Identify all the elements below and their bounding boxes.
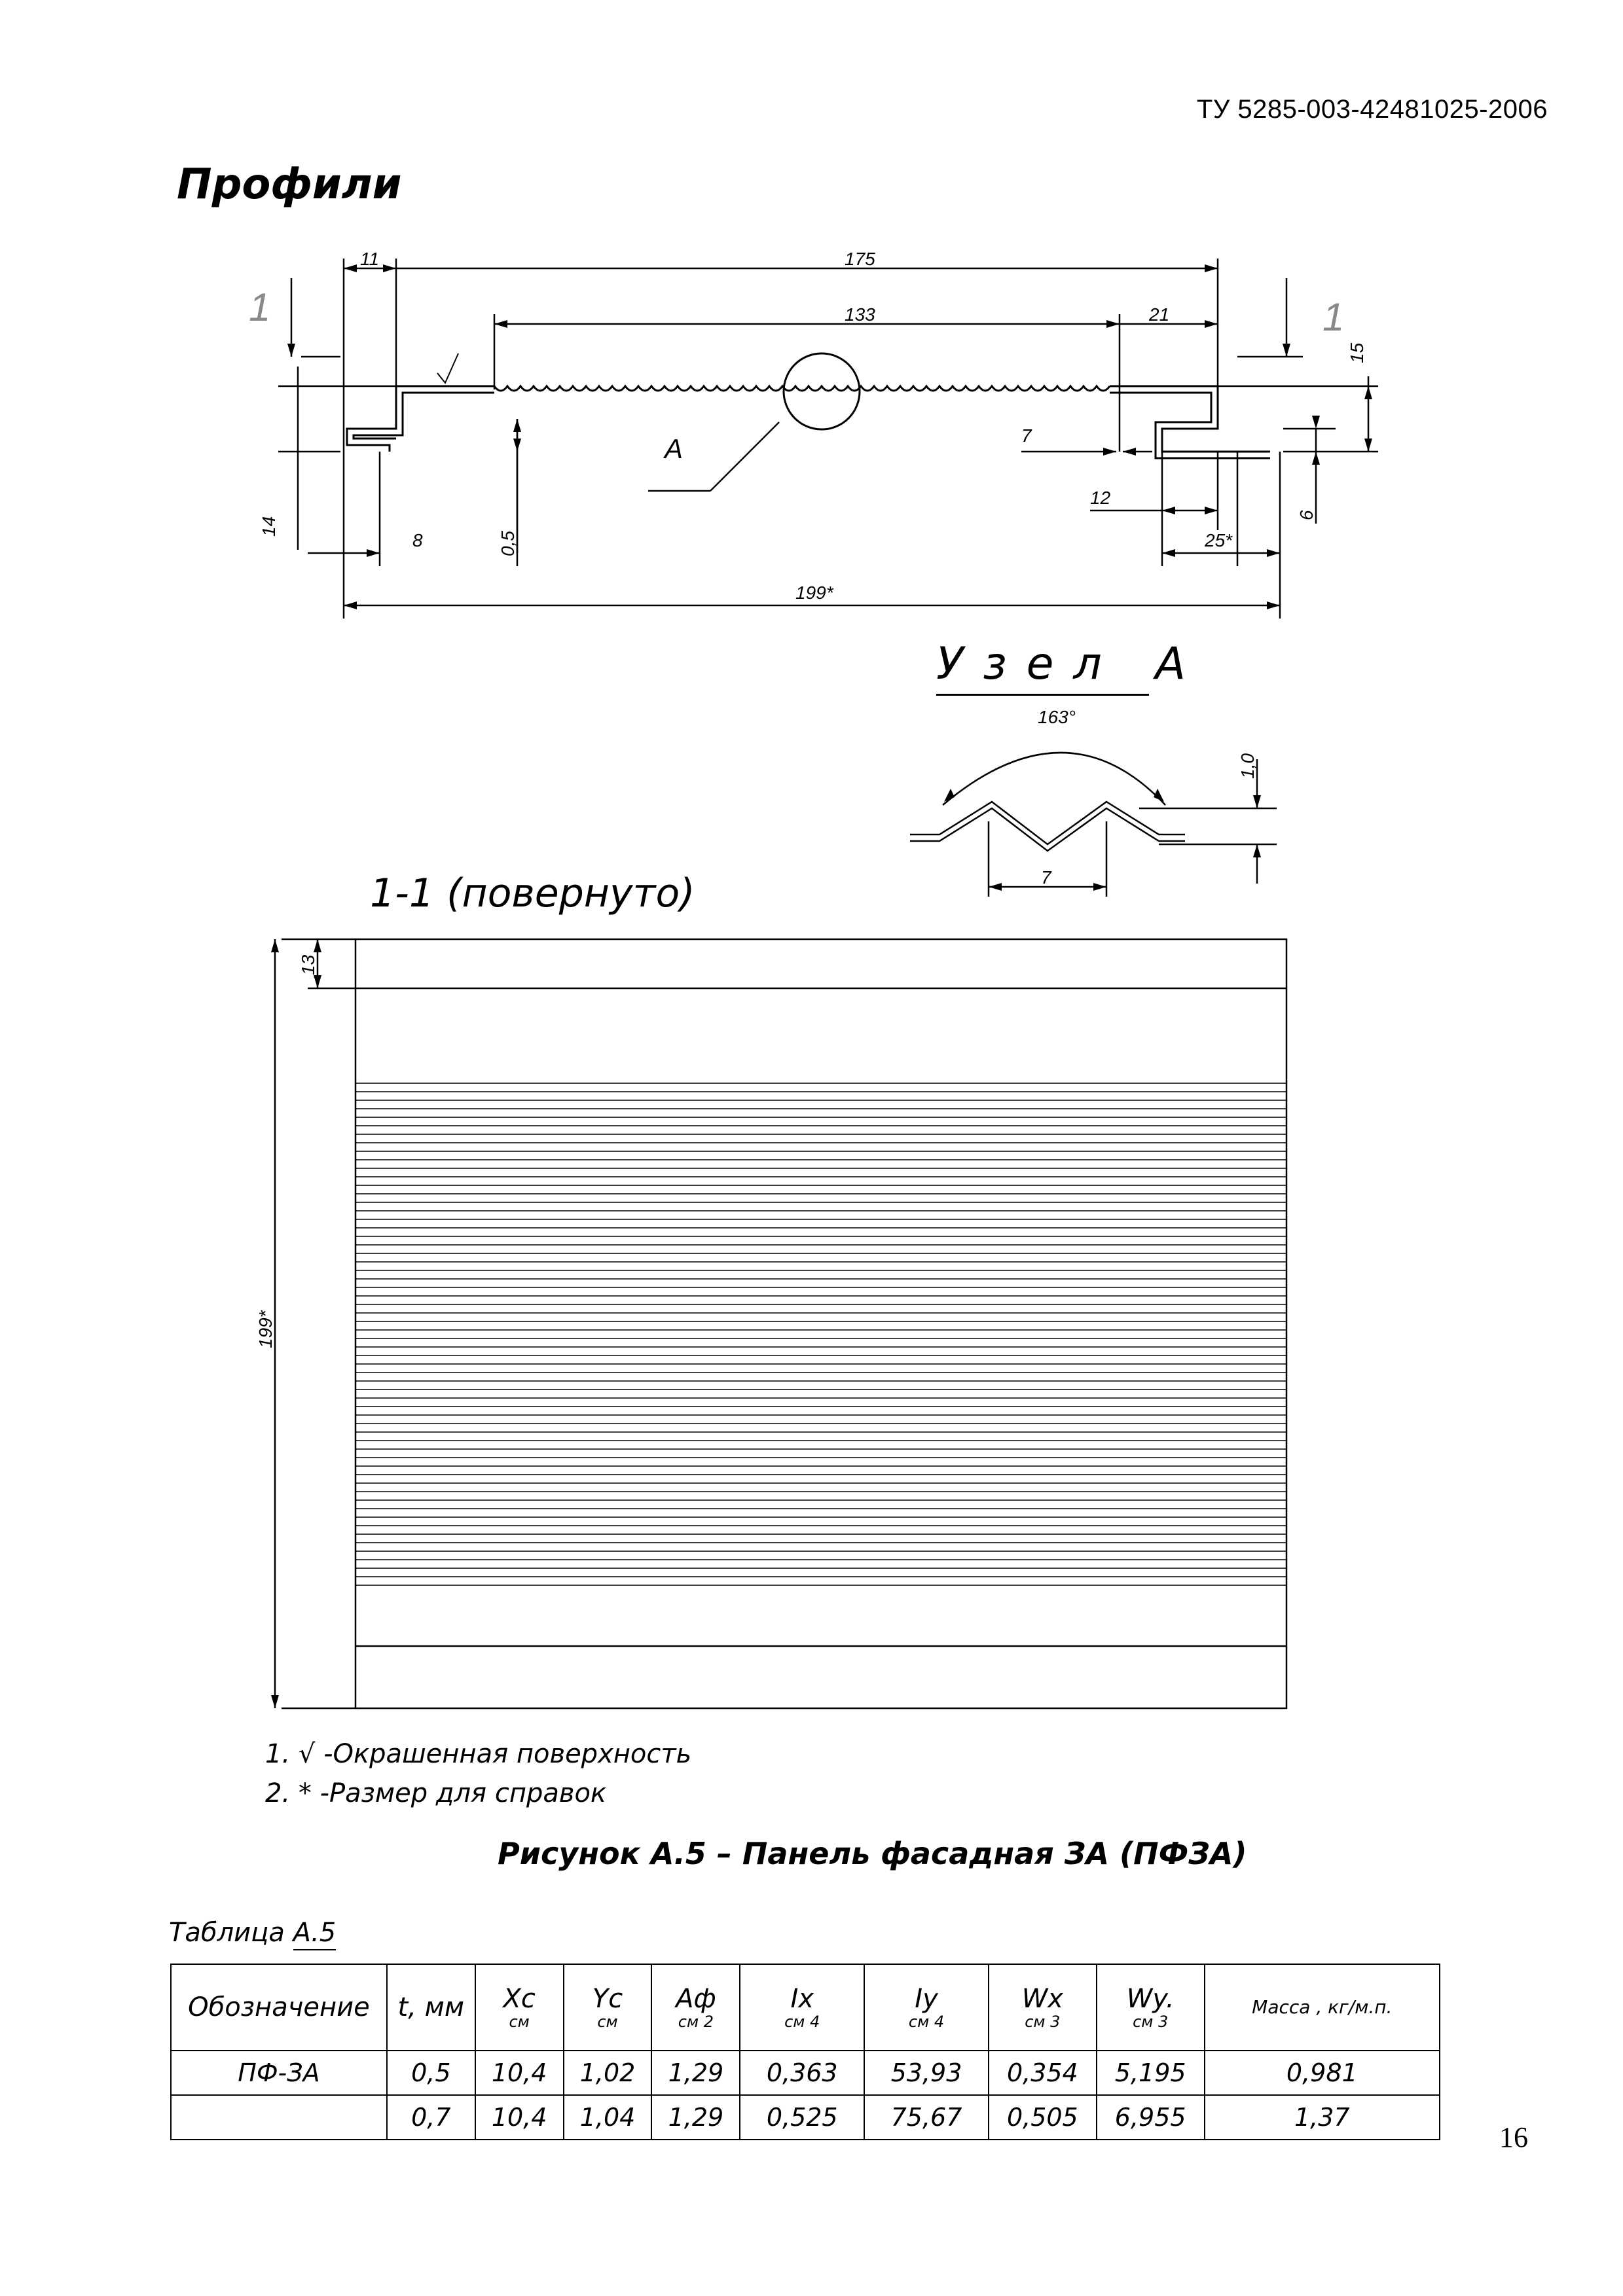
detail-title-underline: [936, 694, 1149, 696]
table-header-cell: [1097, 1964, 1205, 2051]
table-cell: [171, 2095, 387, 2140]
header-main: Wy.: [1126, 1984, 1175, 2014]
dim-175: 175: [845, 249, 875, 269]
note-1: 1. √ -Окрашенная поверхность: [265, 1739, 692, 1769]
dim-14: 14: [259, 516, 279, 537]
detail-height: 1,0: [1237, 753, 1258, 779]
table-row: [171, 2095, 1440, 2140]
detail-angle: 163°: [1038, 707, 1076, 727]
table-header-cell: [387, 1964, 475, 2051]
header-main: Обозначение: [188, 1992, 370, 2022]
section-title: Профили: [177, 160, 402, 209]
table-cell: 75,67: [864, 2095, 989, 2140]
header-main: Wx: [1021, 1984, 1063, 2014]
header-unit: см 3: [1133, 2013, 1169, 2031]
header-main: Yc: [592, 1984, 623, 2014]
detail-a-drawing: [884, 707, 1309, 916]
table-cell: 0,525: [740, 2095, 864, 2140]
table-cell: 10,4: [475, 2095, 564, 2140]
table-header-cell: [475, 1964, 564, 2051]
table-header-row: [171, 1964, 1440, 2051]
table-label: [169, 1918, 336, 1948]
detail-pitch: 7: [1041, 867, 1051, 888]
section-dim-13: 13: [298, 954, 318, 975]
table-label-number: А.5: [293, 1918, 337, 1950]
header-unit: см 2: [678, 2013, 714, 2031]
properties-table: [170, 1964, 1440, 2140]
header-main: Xc: [503, 1984, 536, 2014]
table-cell: 0,505: [989, 2095, 1097, 2140]
header-unit: см: [597, 2013, 618, 2031]
section-view-drawing: [249, 929, 1309, 1741]
table-cell: 53,93: [864, 2051, 989, 2095]
dim-8: 8: [412, 530, 423, 550]
profile-drawing: [0, 0, 1623, 655]
table-header-cell: [864, 1964, 989, 2051]
table-header-cell: [1205, 1964, 1440, 2051]
dim-25: 25*: [1205, 530, 1233, 550]
table-cell: 1,04: [564, 2095, 652, 2140]
table-cell: 1,29: [651, 2051, 740, 2095]
header-unit: см 4: [908, 2013, 945, 2031]
notes: [265, 1734, 691, 1813]
callout-a: A: [665, 433, 684, 464]
header-unit: см 4: [784, 2013, 820, 2031]
table-row: [171, 2051, 1440, 2095]
dim-6: 6: [1296, 510, 1317, 520]
detail-title: Узел А: [936, 638, 1206, 690]
dim-133: 133: [845, 304, 875, 325]
table-header-cell: [989, 1964, 1097, 2051]
dim-0-5: 0,5: [498, 531, 518, 556]
section-mark-left: 1: [249, 285, 271, 329]
document-code: ТУ 5285-003-42481025-2006: [1196, 95, 1548, 124]
section-mark-right: 1: [1322, 295, 1345, 339]
page-number: 16: [1499, 2121, 1528, 2153]
table-cell: 0,981: [1205, 2051, 1440, 2095]
table-cell: 1,37: [1205, 2095, 1440, 2140]
dim-199: 199*: [795, 583, 833, 603]
section-view-title: 1-1 (повернуто): [370, 870, 695, 916]
header-main: Ix: [790, 1984, 814, 2014]
table-cell: 6,955: [1097, 2095, 1205, 2140]
table-header-cell: [651, 1964, 740, 2051]
header-unit: см: [509, 2013, 530, 2031]
table-header-cell: [740, 1964, 864, 2051]
dim-15: 15: [1347, 342, 1367, 363]
header-main: Iy: [915, 1984, 938, 2014]
dim-12: 12: [1090, 488, 1111, 508]
header-main: Аф: [676, 1984, 716, 2014]
table-cell: 0,5: [387, 2051, 475, 2095]
table-cell: 0,354: [989, 2051, 1097, 2095]
dim-21: 21: [1149, 304, 1170, 325]
table-cell: 10,4: [475, 2051, 564, 2095]
table-cell: 0,363: [740, 2051, 864, 2095]
note-2: 2. * -Размер для справок: [265, 1778, 607, 1808]
table-cell: 0,7: [387, 2095, 475, 2140]
table-cell: 1,29: [651, 2095, 740, 2140]
table-header-cell: [564, 1964, 652, 2051]
table-cell: 5,195: [1097, 2051, 1205, 2095]
dim-7: 7: [1021, 425, 1032, 446]
figure-caption: Рисунок А.5 – Панель фасадная ЗА (ПФЗА): [498, 1836, 1247, 1871]
header-main: t, мм: [397, 1992, 465, 2022]
table-label-prefix: Таблица: [169, 1918, 293, 1948]
section-dim-199: 199*: [255, 1310, 276, 1348]
table-cell: 1,02: [564, 2051, 652, 2095]
dim-11: 11: [360, 249, 380, 269]
table-header-cell: [171, 1964, 387, 2051]
table-cell: ПФ-ЗА: [171, 2051, 387, 2095]
header-unit: см 3: [1025, 2013, 1061, 2031]
header-main: Масса , кг/м.п.: [1252, 1996, 1393, 2018]
